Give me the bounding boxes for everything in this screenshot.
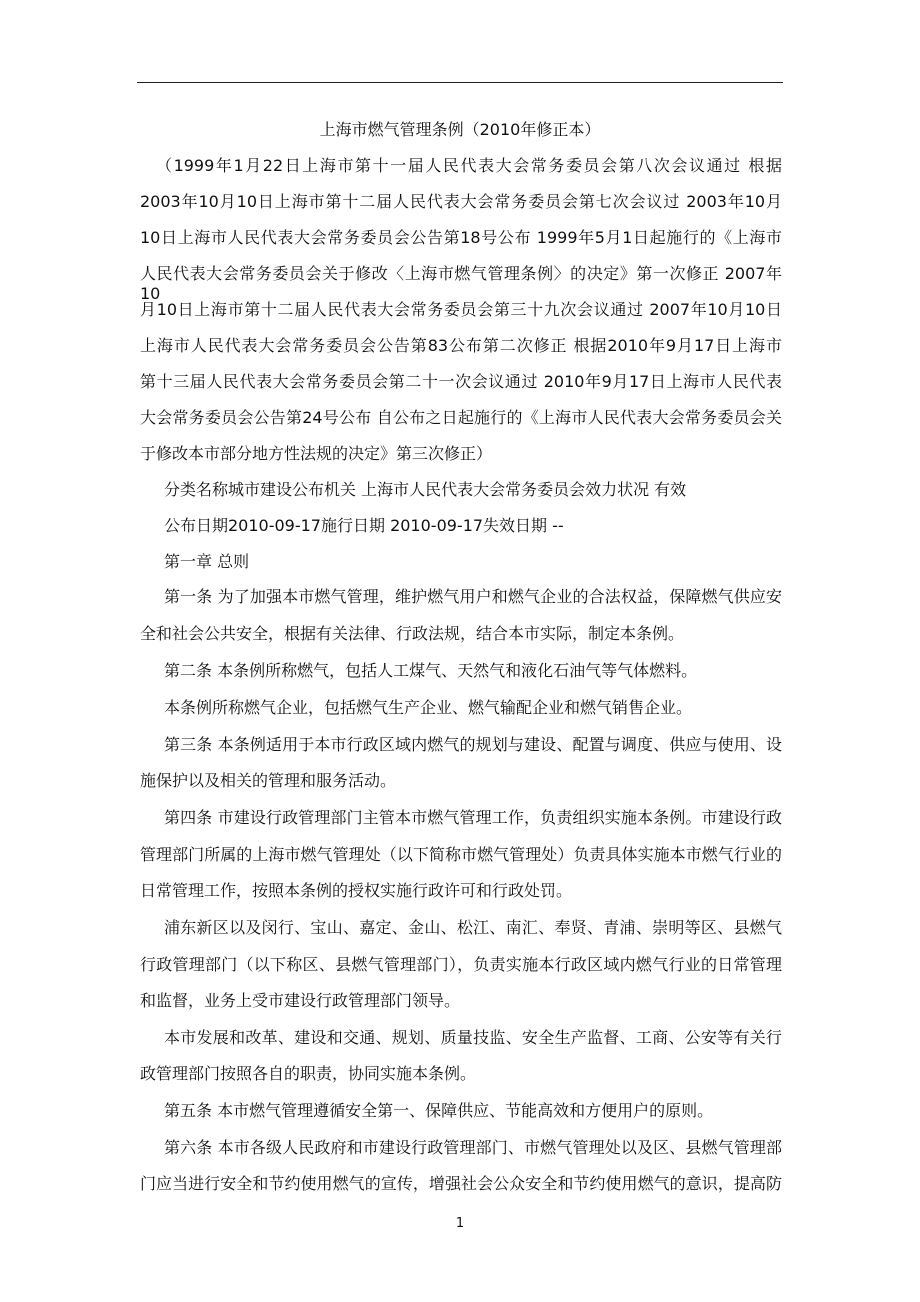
text-line: 全和社会公共安全，根据有关法律、行政法规，结合本市实际，制定本条例。 xyxy=(140,624,685,643)
text-line: 公布日期2010-09-17施行日期 2010-09-17失效日期 -- xyxy=(164,516,564,535)
header-rule xyxy=(137,82,783,83)
text-line: 日常管理工作，按照本条例的授权实施行政许可和行政处罚。 xyxy=(140,881,573,900)
text-line: 本条例所称燃气企业，包括燃气生产企业、燃气输配企业和燃气销售企业。 xyxy=(164,698,693,717)
text-line: （1999年1月22日上海市第十一届人民代表大会常务委员会第八次会议通过 根据 xyxy=(156,156,782,175)
text-line: 第五条 本市燃气管理遵循安全第一、保障供应、节能高效和方便用户的原则。 xyxy=(164,1101,714,1120)
text-line: 本市发展和改革、建设和交通、规划、质量技监、安全生产监督、工商、公安等有关行 xyxy=(164,1028,782,1047)
text-line: 于修改本市部分地方性法规的决定》第三次修正） xyxy=(140,444,493,463)
text-line: 管理部门所属的上海市燃气管理处（以下简称市燃气管理处）负责具体实施本市燃气行业的 xyxy=(140,845,782,864)
text-line: 分类名称城市建设公布机关 上海市人民代表大会常务委员会效力状况 有效 xyxy=(164,480,687,499)
page-number: 1 xyxy=(455,1216,465,1231)
text-line: 第一章 总则 xyxy=(164,552,250,571)
text-line: 第二条 本条例所称燃气，包括人工煤气、天然气和液化石油气等气体燃料。 xyxy=(164,661,698,680)
text-line: 第一条 为了加强本市燃气管理，维护燃气用户和燃气企业的合法权益，保障燃气供应安 xyxy=(164,587,782,606)
text-line: 人民代表大会常务委员会关于修改〈上海市燃气管理条例〉的决定》第一次修正 2007年10 xyxy=(140,264,782,303)
text-line: 第三条 本条例适用于本市行政区域内燃气的规划与建设、配置与调度、供应与使用、设 xyxy=(164,735,782,754)
text-line: 政管理部门按照各自的职责，协同实施本条例。 xyxy=(140,1064,477,1083)
text-line: 第六条 本市各级人民政府和市建设行政管理部门、市燃气管理处以及区、县燃气管理部 xyxy=(164,1138,782,1157)
text-line: 大会常务委员会公告第24号公布 自公布之日起施行的《上海市人民代表大会常务委员会关 xyxy=(140,408,782,427)
text-line: 第十三届人民代表大会常务委员会第二十一次会议通过 2010年9月17日上海市人民代表 xyxy=(140,372,782,391)
text-line: 第四条 市建设行政管理部门主管本市燃气管理工作，负责组织实施本条例。市建设行政 xyxy=(164,808,782,827)
text-line: 2003年10月10日上海市第十二届人民代表大会常务委员会第七次会议过 2003年10月 xyxy=(140,192,782,211)
text-line: 行政管理部门（以下称区、县燃气管理部门），负责实施本行政区域内燃气行业的日常管理 xyxy=(140,955,782,974)
text-line: 门应当进行安全和节约使用燃气的宣传，增强社会公众安全和节约使用燃气的意识，提高防 xyxy=(140,1174,782,1193)
text-line: 和监督，业务上受市建设行政管理部门领导。 xyxy=(140,991,461,1010)
text-line: 上海市人民代表大会常务委员会公告第83公布第二次修正 根据2010年9月17日上海市 xyxy=(140,336,782,355)
text-line: 月10日上海市第十二届人民代表大会常务委员会第三十九次会议通过 2007年10月10日 xyxy=(140,300,782,319)
document-title: 上海市燃气管理条例（2010年修正本） xyxy=(319,120,601,139)
text-line: 10日上海市人民代表大会常务委员会公告第18号公布 1999年5月1日起施行的《上海市 xyxy=(140,228,782,247)
text-line: 浦东新区以及闵行、宝山、嘉定、金山、松江、南汇、奉贤、青浦、崇明等区、县燃气 xyxy=(164,918,782,937)
text-line: 施保护以及相关的管理和服务活动。 xyxy=(140,771,397,790)
